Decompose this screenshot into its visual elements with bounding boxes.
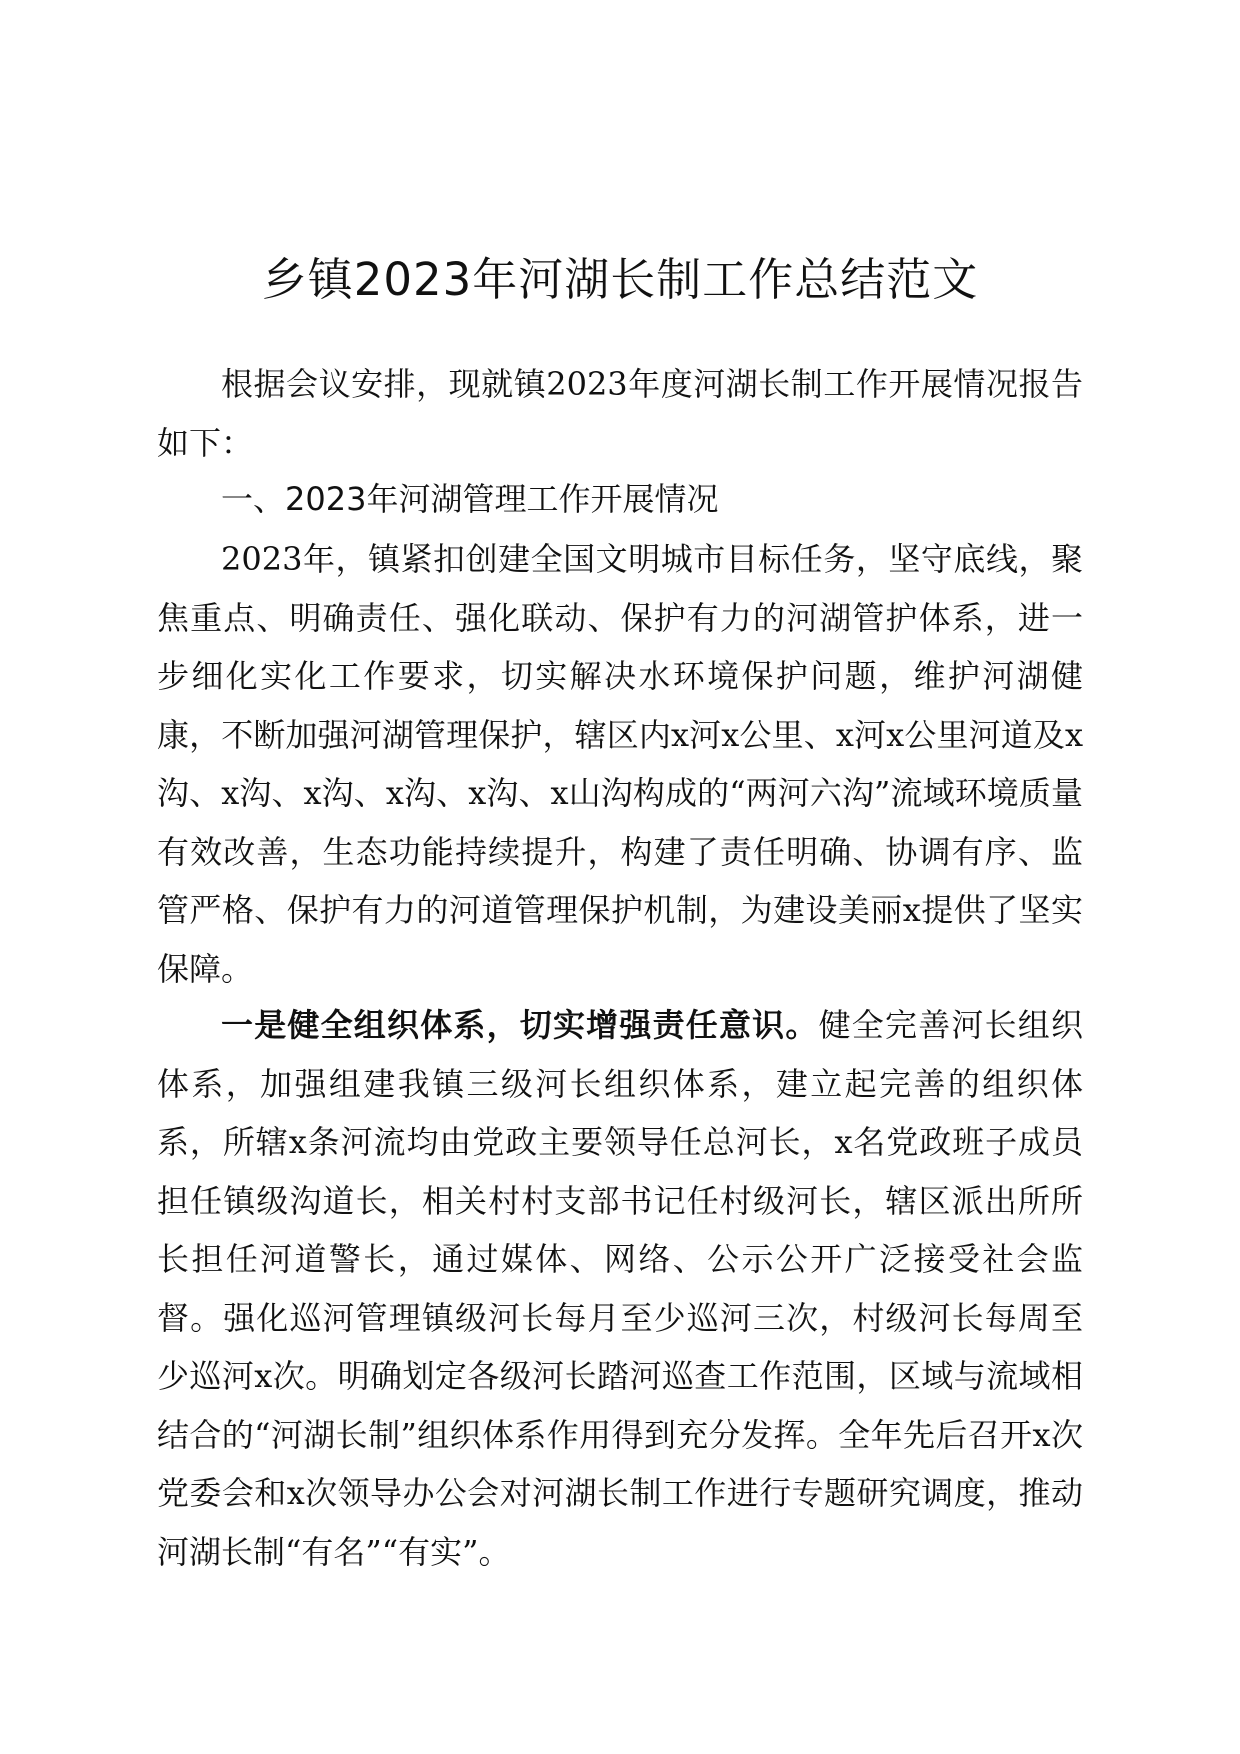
point-one-lead: 一是健全组织体系，切实增强责任意识。 [221,1006,819,1044]
section-heading: 一、2023年河湖管理工作开展情况 [221,480,719,518]
point-one-paragraph [157,996,1083,1581]
point-one-body: 健全完善河长组织体系，加强组建我镇三级河长组织体系，建立起完善的组织体系，所辖x条河流均由党政主要领导任总河长，x名党政班子成员担任镇级沟道长，相关村村支部书记任村级河长，辖区派出所所长担任河道警长，通过媒体、网络、公示公开广泛接受社会监督。强化巡河管理镇级河长每月至少巡河三次，村级河长每周至少巡河x次。明确划定各级河长踏河巡查工作范围，区域与流域相结合的“河湖长制”组织体系作用得到充分发挥。全年先后召开x次党委会和x次领导办公会对河湖长制工作进行专题研究调度，推动河湖长制“有名”“有实”。 [157,1006,1083,1571]
intro-paragraph: 根据会议安排，现就镇2023年度河湖长制工作开展情况报告如下： [157,365,1083,462]
summary-paragraph: 2023年，镇紧扣创建全国文明城市目标任务，坚守底线，聚焦重点、明确责任、强化联动、保护有力的河湖管护体系，进一步细化实化工作要求，切实解决水环境保护问题，维护河湖健康，不断加强河湖管理保护，辖区内x河x公里、x河x公里河道及x沟、x沟、x沟、x沟、x沟、x山沟构成的“两河六沟”流域环境质量有效改善，生态功能持续提升，构建了责任明确、协调有序、监管严格、保护有力的河道管理保护机制，为建设美丽x提供了坚实保障。 [157,540,1083,988]
document-title: 乡镇2023年河湖长制工作总结范文 [261,253,979,306]
